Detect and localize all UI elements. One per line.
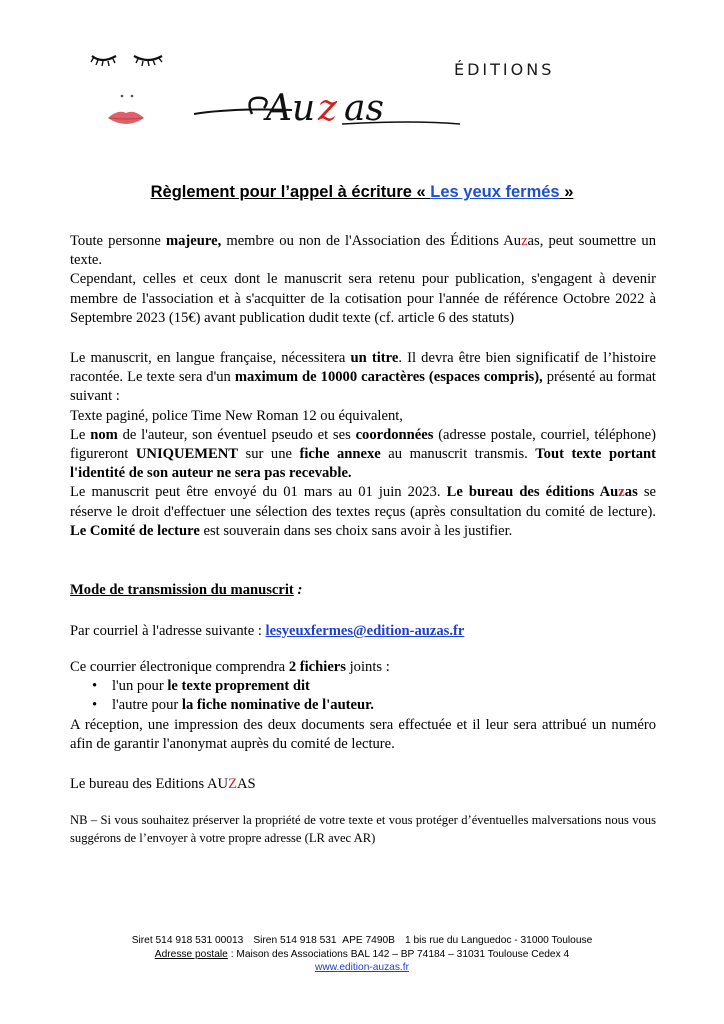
red-z: Z	[228, 776, 237, 792]
list-item	[70, 696, 656, 715]
text-span: présenté au format suivant :	[70, 369, 656, 405]
bold-max-chars: maximum de 10000 caractères (espaces compris),	[234, 369, 543, 386]
text-span: l'autre pour	[112, 697, 182, 714]
logo-script-wordmark	[192, 74, 472, 134]
text-span: au manuscrit transmis.	[380, 446, 536, 463]
transmission-heading-text: Mode de transmission du manuscrit	[70, 582, 294, 598]
text-span: joints :	[345, 659, 390, 675]
footer-siret: Siret 514 918 531 00013	[131, 935, 244, 946]
text-span: AS	[237, 776, 256, 792]
footer-siren: Siren 514 918 531	[253, 935, 337, 946]
logo-editions-label: ÉDITIONS	[454, 60, 555, 79]
signature	[70, 775, 656, 794]
page-title	[0, 183, 724, 202]
text-span: Le manuscrit peut être envoyé du 01 mars au 01 juin 2023.	[70, 484, 447, 501]
red-z: z	[618, 484, 625, 501]
font-rule-paragraph: Texte paginé, police Time New Roman 12 ou équivalent,	[70, 407, 403, 424]
email-link[interactable]: lesyeuxfermes@edition-auzas.fr	[265, 623, 465, 639]
eligibility-section	[70, 232, 656, 328]
nb-note	[70, 812, 656, 847]
text-span: :	[293, 582, 303, 598]
logo-script-au: Au	[266, 88, 316, 129]
footer-postal-line	[0, 948, 724, 962]
bold-uniquement: UNIQUEMENT	[135, 446, 239, 463]
title-link[interactable]: Les yeux fermés	[430, 183, 560, 201]
submission-dates-paragraph	[70, 483, 656, 541]
bold-nom: nom	[90, 426, 118, 443]
text-span: Le	[70, 426, 91, 443]
face-logo-icon	[88, 40, 168, 130]
bold-two-files: 2 fichiers	[288, 659, 346, 675]
attachments-section	[70, 658, 656, 754]
nb-text: NB – Si vous souhaitez préserver la propriété de votre texte et vous protéger d’éventuelles malversations nous vous suggérons de l’envoyer à votre propre adresse (LR avec AR)	[70, 813, 656, 845]
title-prefix: Règlement pour l’appel à écriture «	[150, 183, 431, 201]
membership-paragraph: Cependant, celles et ceux dont le manuscrit sera retenu pour publication, s'engagent à devenir membre de l'association et à s'acquitter de la cotisation pour l'année de référence Octobre 2022 à Septembre 2023 (15€) avant publication dudit texte (cf. article 6 des statuts)	[70, 271, 656, 326]
text-span: . Il devra être bien significatif de l’histoire racontée. Le texte sera d'un	[70, 350, 656, 386]
text-span: de l'auteur, son éventuel pseudo et ses	[117, 426, 356, 443]
text-span: sur une	[238, 446, 300, 463]
anonymity-paragraph: A réception, une impression des deux documents sera effectuée et il leur sera attribué un numéro afin de garantir l'anonymat auprès du comité de lecture.	[70, 716, 656, 752]
title-suffix: »	[559, 183, 574, 201]
text-span: est souverain dans ses choix sans avoir à les justifier.	[199, 522, 513, 539]
attachments-list	[70, 677, 656, 715]
bold-bureau: Le bureau des éditions Au	[446, 484, 619, 501]
footer-website-line	[0, 961, 724, 975]
bold-text: le texte proprement dit	[167, 678, 310, 695]
text-span: l'un pour	[112, 678, 168, 695]
eligibility-paragraph	[70, 232, 656, 270]
text-span: Le manuscrit, en langue française, nécessitera	[70, 350, 351, 366]
bold-comite: Le Comité de lecture	[70, 522, 200, 539]
bold-title: un titre	[350, 350, 399, 366]
author-identity-paragraph	[70, 426, 656, 484]
email-intro: Par courriel à l'adresse suivante :	[70, 623, 266, 639]
manuscript-format-paragraph	[70, 349, 656, 407]
footer-ape: APE 7490B	[342, 935, 395, 946]
email-section	[70, 622, 656, 641]
editions-auzas-logo	[192, 60, 555, 140]
bold-coordonnees: coordonnées	[355, 426, 434, 443]
footer-postal-label: Adresse postale	[154, 948, 228, 960]
text-span: se réserve le droit d'effectuer une sélection des textes reçus (après consultation du comité de lecture).	[70, 484, 656, 520]
manuscript-rules-section	[70, 349, 656, 541]
text-span: membre ou non de l'Association des Éditions Au	[221, 233, 522, 249]
bold-not-receivable: Tout texte portant l'identité de son auteur ne sera pas recevable.	[70, 446, 656, 482]
bold-majeure: majeure,	[165, 233, 222, 249]
footer-legal-line	[0, 934, 724, 948]
page-footer	[0, 934, 724, 975]
red-z: z	[521, 233, 528, 249]
text-span: Le bureau des Editions AU	[70, 776, 229, 792]
logo-script-z: z	[318, 88, 337, 129]
bold-fiche-annexe: fiche annexe	[299, 446, 381, 463]
bold-bureau-end: as	[624, 484, 638, 501]
bold-text: la fiche nominative de l'auteur.	[181, 697, 374, 714]
text-span: as, peut soumettre un texte.	[70, 233, 657, 269]
logo-script-as: as	[344, 88, 384, 129]
footer-address: 1 bis rue du Languedoc - 31000 Toulouse	[404, 935, 593, 946]
text-span: (adresse postale, courriel, téléphone) figureront	[70, 426, 656, 463]
text-span: Ce courrier électronique comprendra	[70, 659, 289, 675]
footer-postal-value: : Maison des Associations BAL 142 – BP 74184 – 31031 Toulouse Cedex 4	[227, 948, 570, 960]
transmission-heading	[70, 581, 656, 600]
list-item	[70, 677, 656, 696]
text-span: Toute personne	[70, 233, 166, 249]
footer-website-link[interactable]: www.edition-auzas.fr	[315, 962, 409, 973]
attachments-intro	[70, 658, 656, 677]
